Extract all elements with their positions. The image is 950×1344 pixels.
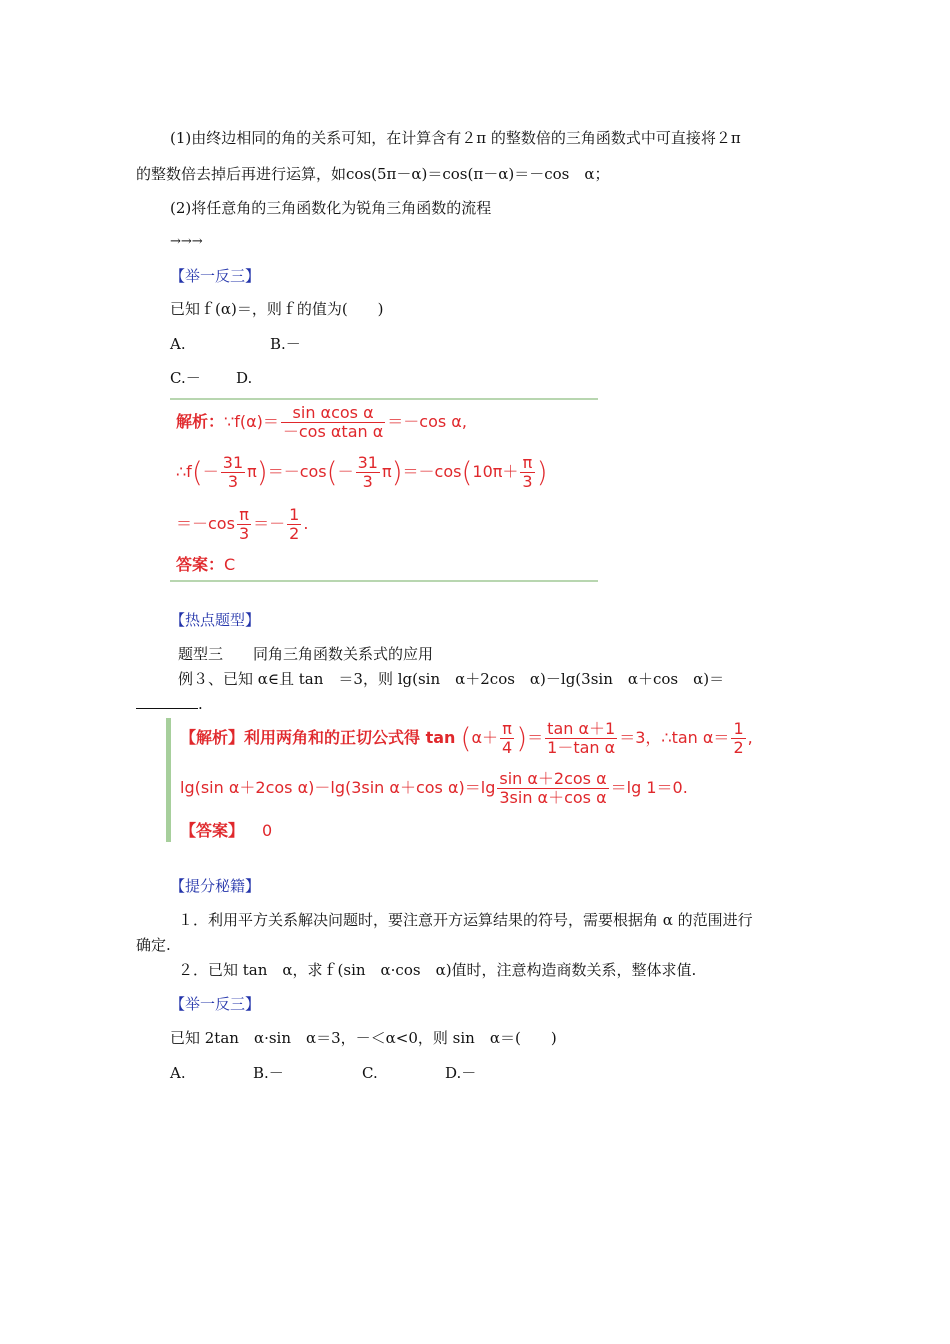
frac-pi-4: [500, 720, 514, 757]
ex1-question: 已知ｆ(α)＝，则ｆ的值为( ): [170, 300, 384, 318]
frac-half2-den: 2: [733, 738, 744, 757]
frac-half-2: [731, 720, 745, 757]
solution2-answer: [180, 821, 272, 841]
ex1-option-d: D.: [236, 369, 253, 387]
ex1-option-b: B.－: [270, 335, 301, 353]
hot-example-end: .: [198, 695, 203, 713]
frac-31-num-2: 31: [357, 453, 378, 472]
tips-item1-line2: 确定.: [136, 936, 171, 954]
pi-symbol-2: π: [381, 462, 392, 481]
solution1-eq3-mid: ＝－: [253, 514, 286, 533]
frac-31-3-second: [356, 454, 380, 491]
ex1-option-c: C.－: [170, 369, 201, 387]
frac-pi4-den: 4: [502, 738, 513, 757]
frac-lg-den: 3sin α＋cos α: [499, 788, 607, 807]
solution1-line2: ∴f(－ $\frac{31}{3}$ π)＝－cos(－ $\frac{31}{3}$ π)＝－cos(10π＋ $\frac{\pi}{3}$ ): [176, 453, 548, 491]
pi-symbol: π: [247, 462, 257, 481]
ex1-tag: 【举一反三】: [170, 267, 261, 285]
solution1-eq-mid-2: ＝－cos: [402, 462, 462, 481]
frac-half: [287, 506, 301, 543]
answer-blank: [136, 694, 198, 709]
para1-line1: (1)由终边相同的角的关系可知，在计算含有２π 的整数倍的三角函数式中可直接将２π: [170, 129, 741, 147]
ex1-option-a: A.: [170, 335, 186, 353]
solution2-line2-start: lg(sin α＋2cos α)－lg(3sin α＋cos α)＝lg: [180, 778, 496, 797]
paren-open: (: [191, 455, 203, 489]
solution1-line1: [176, 403, 467, 441]
solution1-eq-mid: ＝－cos: [267, 462, 327, 481]
para1-line2: 的整数倍去掉后再进行运算，如cos(5π－α)＝cos(π－α)＝－cos α；: [136, 165, 610, 183]
solution2-text1: 利用两角和的正切公式得 tan: [244, 728, 456, 747]
solution1-frac-num: sin αcos α: [281, 404, 385, 423]
solution2-comma: ,: [747, 728, 753, 747]
frac-31-3: [221, 454, 245, 491]
solution1-eq3-end: .: [303, 514, 309, 533]
solution2-line2-end: ＝lg 1＝0.: [610, 778, 688, 797]
solution1-answer-label: 答案：: [176, 555, 225, 574]
hot-tag: 【热点题型】: [170, 611, 261, 629]
frac-tan: [545, 720, 617, 757]
solution2-label: 【解析】: [180, 728, 245, 747]
hot-example: 例３、已知 α∈且 tan ＝3，则 lg(sin α＋2cos α)－lg(3sin α＋cos α)＝: [178, 670, 725, 688]
ex2-option-a: A.: [170, 1064, 186, 1082]
hot-title: 题型三 同角三角函数关系式的应用: [178, 645, 434, 663]
solution1-label: 解析：: [176, 412, 225, 431]
solution1-because: ∵f(α)＝: [224, 412, 279, 431]
solution1-eq3-start: ＝－cos: [176, 514, 235, 533]
frac-half2-num: 1: [733, 719, 744, 738]
tips-item2: ２．已知 tan α，求ｆ(sin α·cos α)值时，注意构造商数关系，整体求值.: [178, 961, 697, 979]
alpha-plus: α＋: [471, 728, 499, 747]
solution1-therefore: ∴f: [176, 462, 192, 481]
solution1-eq1-tail: ＝－cos α,: [387, 412, 467, 431]
solution2-side-bar: [166, 718, 171, 842]
frac-pi-3-b: [237, 506, 251, 543]
paren-close-4: ): [516, 721, 528, 755]
tips-item1-line1: １．利用平方关系解决问题时，要注意开方运算结果的符号，需要根据角 α 的范围进行: [178, 911, 753, 929]
solution1-line3: [176, 504, 308, 544]
frac-pi-den: 3: [522, 472, 533, 491]
frac-31-den: 3: [227, 472, 239, 491]
solution1-fraction: [281, 404, 385, 441]
tips-tag: 【提分秘籍】: [170, 877, 261, 895]
frac-lg: [497, 770, 608, 807]
paren-close-3: ): [536, 455, 548, 489]
solution2-answer-label: 【答案】: [180, 821, 245, 840]
ex2-question: 已知 2tan α·sin α＝3，－＜α<0，则 sin α＝( ): [170, 1029, 557, 1047]
paren-close: ): [256, 455, 268, 489]
frac-pi-num-b: π: [237, 506, 251, 525]
solution2-line1: 【解析】利用两角和的正切公式得 tan (α＋ $\frac{\pi}{4}$ )＝ $\frac{\text{tan α＋1}}{\text{1－tan α}}$ ＝3，∴tan α＝ $\frac{1}{2}$ ,: [180, 719, 753, 757]
solution1-top-rule: [170, 398, 598, 400]
frac-pi4-num: π: [500, 720, 514, 739]
ex2-option-d: D.－: [445, 1064, 477, 1082]
paren-open-2: (: [326, 455, 338, 489]
frac-half-den: 2: [289, 524, 300, 543]
para2-line1: (2)将任意角的三角函数化为锐角三角函数的流程: [170, 199, 492, 217]
ten-pi: 10π＋: [472, 462, 519, 481]
frac-pi-den-b: 3: [238, 524, 250, 543]
frac-31-den-2: 3: [362, 472, 373, 491]
frac-half-num: 1: [289, 505, 300, 524]
solution2-answer-value: 0: [262, 821, 273, 840]
frac-pi-num: π: [520, 454, 534, 473]
frac-lg-num: sin α＋2cos α: [499, 769, 607, 788]
paren-open-3: (: [461, 455, 473, 489]
frac-31-num: 31: [222, 453, 244, 472]
paren-open-4: (: [460, 721, 472, 755]
frac-pi-3: [520, 454, 534, 491]
ex2-tag: 【举一反三】: [170, 995, 261, 1013]
solution2-line2: [180, 768, 688, 808]
solution1-answer: [176, 555, 235, 575]
solution1-frac-den: －cos αtan α: [282, 422, 384, 441]
paren-close-2: ): [391, 455, 403, 489]
solution1-bottom-rule: [170, 580, 598, 582]
frac-tan-num: tan α＋1: [547, 719, 616, 738]
flow-arrows: →→→: [170, 234, 203, 249]
ex2-option-c: C.: [362, 1064, 378, 1082]
frac-tan-den: 1－tan α: [547, 738, 616, 757]
solution2-eq-three: ＝3，∴tan α＝: [619, 728, 730, 747]
ex2-option-b: B.－: [253, 1064, 284, 1082]
solution1-answer-value: C: [224, 555, 236, 574]
hot-example-blank: [136, 694, 203, 714]
